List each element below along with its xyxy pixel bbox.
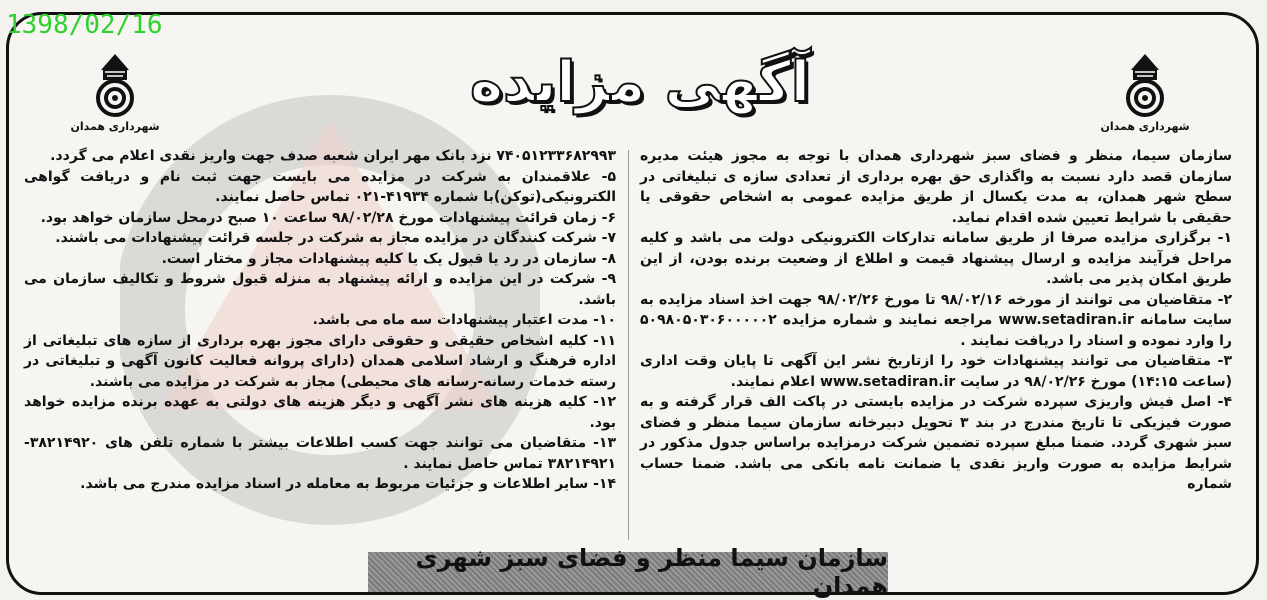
clause-4: ۴- اصل فیش واریزی سپرده شرکت در مزایده بایستی در پاکت الف قرار گرفته و به صورت فیزیکی تا تاریخ مندرج در بند ۳ تحویل دبیرخانه سازمان سیما منظر و فضای سبز شهری گردد. ضمنا مبلغ سپرده تضمین شرکت درمزایده براساس جدول مذکور در شرایط مزایده به صورت واریز نقدی یا ضمانت نامه بانکی می باشد. ضمنا حساب شماره	[640, 394, 1232, 492]
clause-1: ۱- برگزاری مزایده صرفا از طریق سامانه تدارکات الکترونیکی دولت می باشد و کلیه مراحل فرآیند مزایده و ارسال پیشنهاد قیمت و اطلاع از وضعیت برنده بودن، از این طریق امکان پذیر می باشد.	[640, 230, 1232, 287]
clause-10: ۱۰- مدت اعتبار پیشنهادات سه ماه می باشد.	[312, 312, 616, 328]
organization-footer: سازمان سیما منظر و فضای سبز شهری همدان	[368, 552, 888, 592]
intro-paragraph: سازمان سیما، منظر و فضای سبز شهرداری همدان با توجه به مجوز هیئت مدیره سازمان قصد دارد نسبت به واگذاری حق بهره برداری از تعدادی سازه ی تبلیغاتی در سطح شهر همدان، به مدت یکسال از طریق مزایده عمومی به اشخاص حقوقی یا حقیقی با شرایط تعیین شده اقدام نماید.	[640, 148, 1232, 226]
logo-caption: شهرداری همدان	[1100, 120, 1190, 133]
clause-14: ۱۴- سایر اطلاعات و جزئیات مربوط به معامله در اسناد مزایده مندرج می باشد.	[80, 476, 616, 492]
clause-9: ۹- شرکت در این مزایده و ارائه پیشنهاد به منزله قبول شروط و تکالیف سازمان می باشد.	[24, 271, 616, 308]
column-divider	[628, 150, 629, 540]
clause-2: ۲- متقاضیان می توانند از مورخه ۹۸/۰۲/۱۶ تا مورخ ۹۸/۰۲/۲۶ جهت اخذ اسناد مزایده به سایت سامانه www.setadiran.ir مراجعه نمایند و شماره مزایده ۵۰۹۸۰۵۰۳۰۶۰۰۰۰۰۲ را وارد نموده و اسناد را دریافت نمایند .	[640, 291, 1232, 349]
clause-7: ۷- شرکت کنندگان در مزایده مجاز به شرکت در جلسه قرائت پیشنهادات می باشند.	[55, 230, 616, 246]
clause-4-continued: ۷۴۰۵۱۲۳۳۶۸۲۹۹۳ نزد بانک مهر ایران شعبه صدف جهت واریز نقدی اعلام می گردد.	[50, 148, 616, 164]
date-stamp: 1398/02/16	[6, 10, 163, 40]
right-column	[640, 146, 1232, 495]
clause-8: ۸- سازمان در رد یا قبول یک یا کلیه پیشنهادات مجاز و مختار است.	[161, 250, 616, 267]
clause-3: ۳- متقاضیان می توانند پیشنهادات خود را ازتاریخ نشر این آگهی تا پایان وقت اداری (ساعت ۱۴:۱۵) مورخ ۹۸/۰۲/۲۶ در سایت www.setadiran.ir اعلام نمایند.	[640, 353, 1232, 390]
clause-13: ۱۳- متقاضیان می توانند جهت کسب اطلاعات بیشتر با شماره تلفن های ۳۸۲۱۴۹۲۰- ۳۸۲۱۴۹۲۱ تماس حاصل نمایند .	[24, 435, 616, 472]
municipality-emblem-icon	[1115, 52, 1175, 118]
left-column	[24, 146, 616, 495]
municipality-logo-left	[60, 52, 170, 133]
clause-5: ۵- علاقمندان به شرکت در مزایده می بایست جهت ثبت نام و دریافت گواهی الکترونیکی(توکن)با شماره ۴۱۹۳۴-۰۲۱ تماس حاصل نمایند.	[24, 168, 616, 205]
clause-6: ۶- زمان قرائت پیشنهادات مورخ ۹۸/۰۲/۲۸ ساعت ۱۰ صبح درمحل سازمان خواهد بود.	[40, 209, 616, 226]
clause-11: ۱۱- کلیه اشخاص حقیقی و حقوقی دارای مجوز بهره برداری از سازه های تبلیغاتی از اداره فرهنگ و ارشاد اسلامی همدان (دارای پروانه فعالیت کانون آگهی و تبلیغاتی در رسته خدمات رسانه-رسانه های محیطی) مجاز به شرکت در مزایده می باشند.	[24, 332, 616, 390]
advertisement-title: آگهی مزایده	[469, 49, 811, 115]
logo-caption: شهرداری همدان	[70, 120, 160, 133]
clause-12: ۱۲- کلیه هزینه های نشر آگهی و دیگر هزینه های دولتی به عهده برنده مزایده خواهد بود.	[24, 394, 616, 431]
municipality-logo-right	[1090, 52, 1200, 133]
municipality-emblem-icon	[85, 52, 145, 118]
